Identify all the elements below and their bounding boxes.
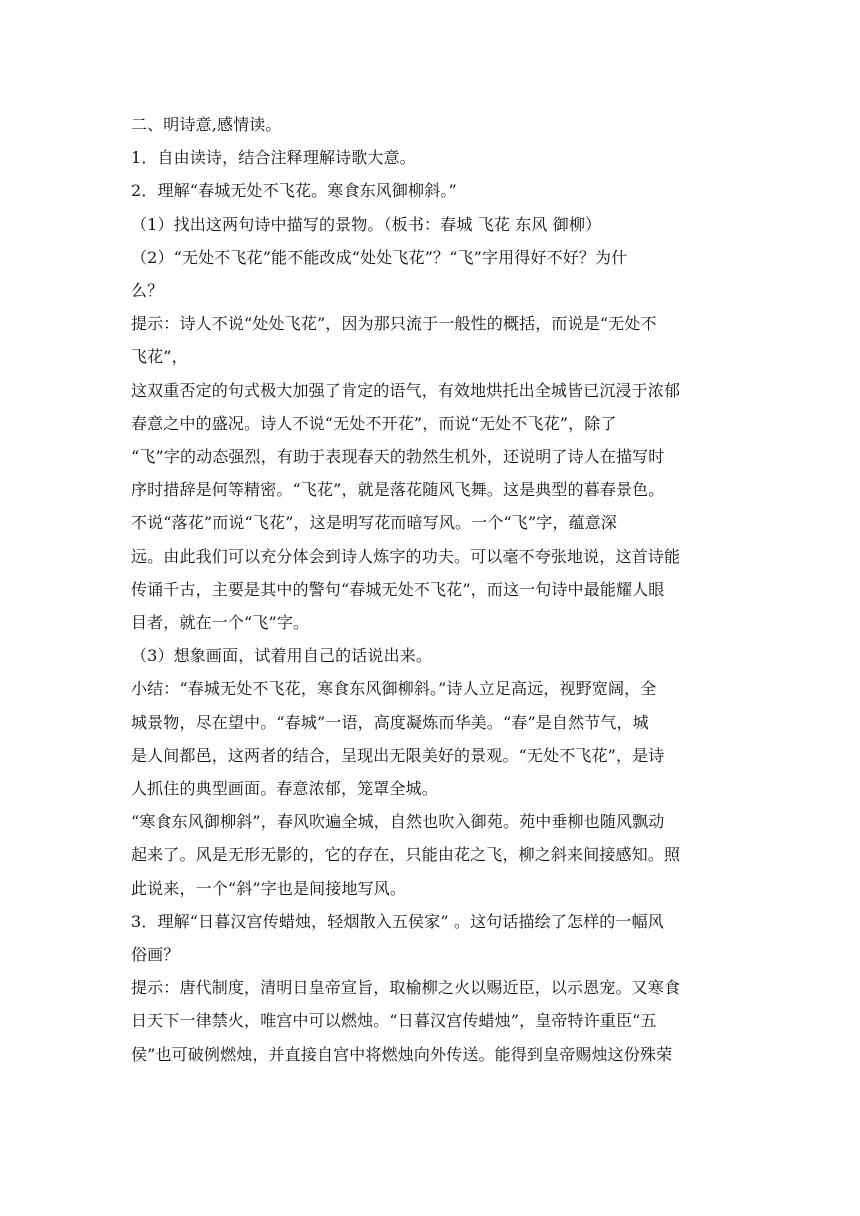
text-line: 3．理解“日暮汉宫传蜡烛，轻烟散入五侯家” 。这句话描绘了怎样的一幅风 bbox=[131, 911, 664, 931]
text-line: “飞”字的动态强烈，有助于表现春天的勃然生机外，还说明了诗人在描写时 bbox=[131, 447, 665, 467]
text-line: 序时措辞是何等精密。“飞花”，就是落花随风飞舞。这是典型的暮春景色。 bbox=[131, 480, 665, 500]
text-line: 俗画？ bbox=[131, 945, 180, 965]
text-line: 日天下一律禁火，唯宫中可以燃烛。“日暮汉宫传蜡烛”，皇帝特许重臣“五 bbox=[131, 1011, 657, 1031]
text-line: 城景物，尽在望中。“春城”一语，高度凝炼而华美。“春”是自然节气，城 bbox=[131, 712, 649, 732]
text-line: 1．自由读诗，结合注释理解诗歌大意。 bbox=[131, 148, 416, 168]
text-line: 春意之中的盛况。诗人不说“无处不开花”，而说“无处不飞花”，除了 bbox=[131, 413, 617, 433]
text-line: 此说来，一个“斜”字也是间接地写风。 bbox=[131, 878, 407, 898]
text-line: 远。由此我们可以充分体会到诗人炼字的功夫。可以毫不夸张地说，这首诗能 bbox=[131, 546, 681, 566]
section-heading: 二、明诗意,感情读。 bbox=[131, 115, 282, 134]
text-line: “寒食东风御柳斜”，春风吹遍全城，自然也吹入御苑。苑中垂柳也随风飘动 bbox=[131, 812, 665, 832]
text-line: 不说“落花”而说“飞花”，这是明写花而暗写风。一个“飞”字，蕴意深 bbox=[131, 513, 618, 533]
text-line: （1）找出这两句诗中描写的景物。（板书：春城 飞花 东风 御柳） bbox=[131, 214, 602, 234]
text-line: 飞花”， bbox=[131, 347, 188, 367]
text-line: 这双重否定的句式极大加强了肯定的语气，有效地烘托出全城皆已沉浸于浓郁 bbox=[131, 380, 681, 400]
document-body bbox=[131, 108, 731, 1071]
text-line: （2）“无处不飞花”能不能改成“处处飞花”？“飞”字用得好不好？为什 bbox=[131, 247, 628, 267]
text-line: 小结：“春城无处不飞花，寒食东风御柳斜。”诗人立足高远，视野宽阔，全 bbox=[131, 679, 657, 699]
text-line: 是人间都邑，这两者的结合，呈现出无限美好的景观。“无处不飞花”，是诗 bbox=[131, 745, 665, 765]
text-line: 传诵千古，主要是其中的警句“春城无处不飞花”，而这一句诗中最能耀人眼 bbox=[131, 579, 665, 599]
text-line: 么？ bbox=[131, 281, 164, 301]
text-line: 2．理解“春城无处不飞花。寒食东风御柳斜。” bbox=[131, 181, 457, 201]
text-line: 提示：唐代制度，清明日皇帝宣旨，取榆柳之火以赐近臣，以示恩宠。又寒食 bbox=[131, 978, 681, 998]
text-line: 提示：诗人不说“处处飞花”，因为那只流于一般性的概括，而说是“无处不 bbox=[131, 314, 657, 334]
text-line: 侯”也可破例燃烛，并直接自宫中将燃烛向外传送。能得到皇帝赐烛这份殊荣 bbox=[131, 1044, 673, 1064]
text-line: 目者，就在一个“飞”字。 bbox=[131, 613, 310, 633]
text-line: 人抓住的典型画面。春意浓郁，笼罩全城。 bbox=[131, 779, 438, 799]
text-line: 起来了。风是无形无影的，它的存在，只能由花之飞，柳之斜来间接感知。照 bbox=[131, 845, 681, 865]
text-line: （3）想象画面，试着用自己的话说出来。 bbox=[131, 646, 433, 666]
